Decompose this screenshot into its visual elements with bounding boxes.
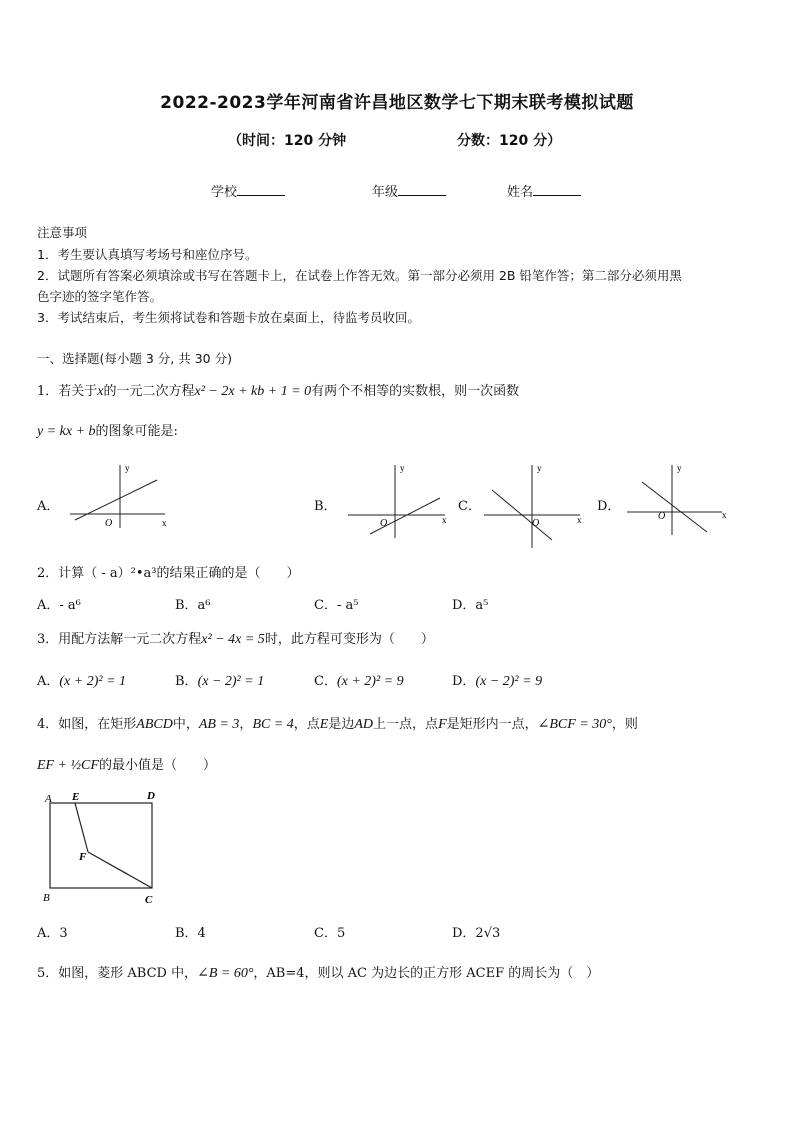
svg-text:y: y	[677, 463, 682, 473]
q1-option-b[interactable]: B．	[314, 499, 337, 514]
q4-option-c[interactable]: C．5	[314, 926, 346, 941]
svg-text:x: x	[162, 518, 167, 528]
exam-score: 分数：120 分）	[457, 133, 562, 149]
question-2-stem: 2．计算（ - a）²•a³的结果正确的是（ ）	[37, 566, 300, 581]
q3-option-b[interactable]: B．(x − 2)² = 1	[175, 674, 265, 689]
q3-option-c[interactable]: C．(x + 2)² = 9	[314, 674, 404, 689]
notice-item: 1．考生要认真填写考场号和座位序号。	[37, 247, 258, 262]
q4-rectangle-figure	[40, 786, 170, 906]
q1-option-c[interactable]: C．	[458, 499, 481, 514]
svg-text:A: A	[45, 793, 52, 805]
svg-text:O: O	[532, 518, 540, 529]
svg-text:O: O	[105, 518, 113, 529]
grade-field[interactable]	[372, 181, 446, 200]
notice-item: 2．试题所有答案必须填涂或书写在答题卡上，在试卷上作答无效。第一部分必须用 2B 铅笔作答；第二部分必须用黑	[37, 268, 682, 283]
question-4-line-1: 4．如图，在矩形ABCD中，AB = 3，BC = 4，点E是边AD上一点，点F是矩形内一点，∠BCF = 30°，则	[37, 717, 638, 732]
q1-graph-d	[622, 460, 732, 540]
exam-time: （时间：120 分钟	[228, 133, 347, 149]
q1-graph-a	[65, 460, 175, 530]
section-heading: 一、选择题(每小题 3 分, 共 30 分)	[37, 351, 232, 366]
question-1-line-2: y = kx + b的图象可能是:	[37, 424, 178, 439]
name-label: 姓名	[507, 185, 534, 200]
name-field[interactable]	[507, 181, 581, 200]
svg-text:x: x	[442, 515, 447, 525]
svg-text:C: C	[145, 894, 153, 906]
notice-item: 3．考试结束后，考生须将试卷和答题卡放在桌面上，待监考员收回。	[37, 310, 420, 325]
school-field[interactable]	[211, 181, 285, 200]
q1-graph-c	[482, 460, 587, 550]
question-5-stem: 5．如图，菱形 ABCD 中，∠B = 60°，AB=4，则以 AC 为边长的正方形 ACEF 的周长为（ ）	[37, 966, 600, 981]
q3-option-a[interactable]: A．(x + 2)² = 1	[37, 674, 127, 689]
q4-option-a[interactable]: A．3	[37, 926, 68, 941]
svg-text:y: y	[400, 463, 405, 473]
svg-text:x: x	[577, 515, 582, 525]
question-1-line-1: 1．若关于x的一元二次方程x² − 2x + kb + 1 = 0有两个不相等的实数根，则一次函数	[37, 384, 520, 399]
question-4-line-2: EF + ½CF的最小值是（ ）	[37, 758, 216, 773]
notice-heading: 注意事项	[37, 225, 88, 240]
q4-option-d[interactable]: D．2√3	[452, 926, 501, 941]
svg-text:B: B	[43, 892, 50, 904]
grade-label: 年级	[372, 185, 399, 200]
svg-text:F: F	[79, 851, 87, 863]
question-3-stem: 3．用配方法解一元二次方程x² − 4x = 5时，此方程可变形为（ ）	[37, 632, 434, 647]
svg-text:y: y	[125, 463, 130, 473]
q1-option-d[interactable]: D．	[597, 499, 621, 514]
svg-text:O: O	[380, 518, 388, 529]
q1-option-a[interactable]: A．	[37, 499, 60, 514]
q2-option-b[interactable]: B．a⁶	[175, 598, 211, 613]
svg-text:D: D	[147, 790, 155, 802]
grade-blank[interactable]	[398, 183, 446, 196]
name-blank[interactable]	[533, 183, 581, 196]
q2-option-c[interactable]: C．- a⁵	[314, 598, 359, 613]
exam-title: 2022-2023学年河南省许昌地区数学七下期末联考模拟试题	[160, 93, 634, 113]
school-label: 学校	[211, 185, 238, 200]
q4-option-b[interactable]: B．4	[175, 926, 206, 941]
school-blank[interactable]	[237, 183, 285, 196]
svg-text:E: E	[72, 791, 80, 803]
notice-item: 色字迹的签字笔作答。	[37, 289, 163, 304]
svg-text:x: x	[722, 510, 727, 520]
q2-option-a[interactable]: A．- a⁶	[37, 598, 81, 613]
q2-option-d[interactable]: D．a⁵	[452, 598, 489, 613]
svg-text:y: y	[537, 463, 542, 473]
q3-option-d[interactable]: D．(x − 2)² = 9	[452, 674, 543, 689]
q1-graph-b	[340, 460, 455, 540]
svg-text:O: O	[658, 511, 666, 522]
